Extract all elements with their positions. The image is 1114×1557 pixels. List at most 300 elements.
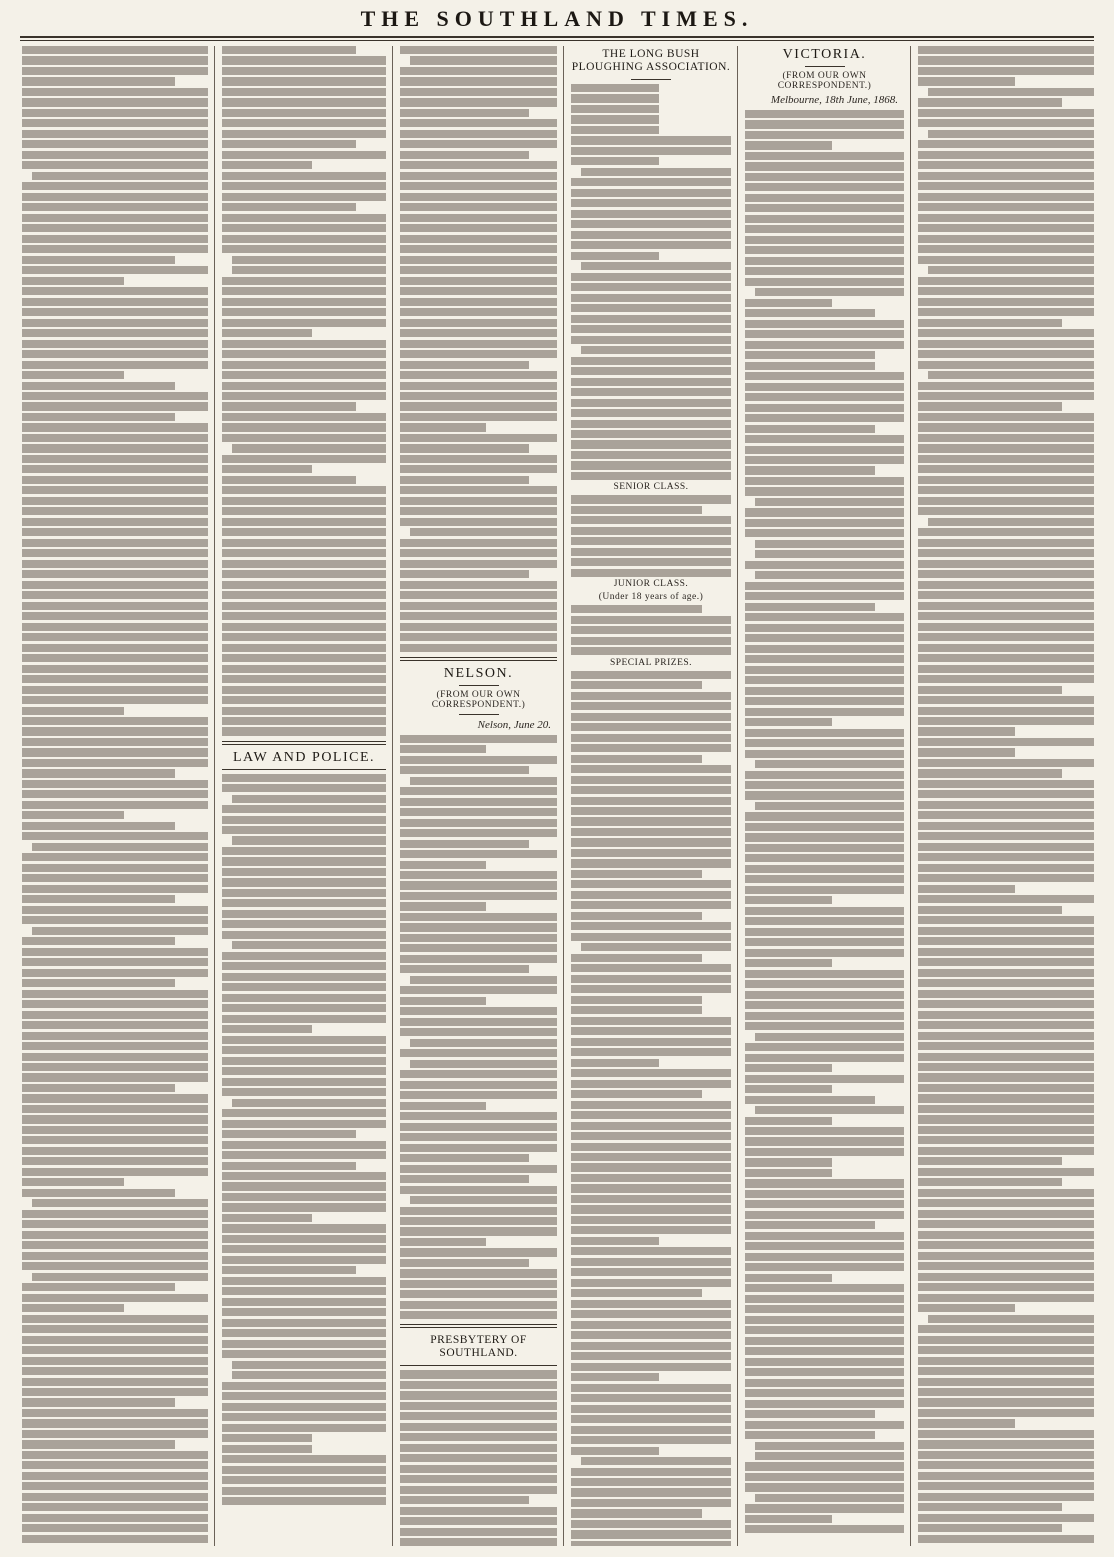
text-line [918,1514,1094,1522]
text-line [400,819,557,827]
text-line [745,477,904,485]
text-line [222,696,386,704]
text-line [745,194,904,202]
text-line [222,560,386,568]
text-line [745,446,904,454]
text-line [745,1043,904,1051]
text-line [928,88,1094,96]
text-line [22,769,175,777]
text-line [571,283,731,291]
section-rule [400,1324,557,1328]
text-line [22,1042,208,1050]
text-line [232,444,386,452]
text-line [918,727,1015,735]
text-line [571,115,659,123]
text-line [745,414,904,422]
text-line [400,46,557,54]
text-line [571,1216,731,1224]
text-line [222,899,386,907]
text-line [22,1189,175,1197]
text-line [918,161,1094,169]
dateline-nelson: Nelson, June 20. [477,718,551,731]
text-line [918,1199,1094,1207]
text-line [22,182,208,190]
text-line [222,983,386,991]
text-line [222,889,386,897]
text-line [745,949,904,957]
text-line [222,1004,386,1012]
text-line [222,591,386,599]
short-rule [459,714,499,715]
text-line [222,1455,386,1463]
text-line [222,1434,312,1442]
text-line [918,1011,1094,1019]
text-line [22,675,208,683]
text-line [571,891,731,899]
text-line [400,955,557,963]
text-line [745,655,904,663]
text-line [745,1337,904,1345]
text-line [745,183,904,191]
text-line [581,1457,731,1465]
text-line [745,1253,904,1261]
text-line [571,1520,731,1528]
text-line [745,1054,904,1062]
column-3 [400,46,557,1546]
text-line [400,1049,557,1057]
text-line [571,647,731,655]
text-line [22,591,208,599]
text-line [232,1371,386,1379]
text-line [745,456,904,464]
text-line [745,320,904,328]
text-line [918,1042,1094,1050]
text-line [745,750,904,758]
text-line [400,1070,557,1078]
text-line [400,1133,557,1141]
text-line [571,126,659,134]
text-line [745,1358,904,1366]
text-line [400,1227,557,1235]
text-line [22,906,208,914]
text-line [222,224,386,232]
text-line [22,1472,208,1480]
section-rule [400,657,557,661]
short-rule [805,66,845,67]
text-line [22,1367,208,1375]
text-line [22,203,208,211]
text-line [22,1157,208,1165]
text-line [232,941,386,949]
text-line [571,1415,731,1423]
text-line [22,140,208,148]
text-line [918,67,1094,75]
text-line [22,224,208,232]
text-line [22,1053,208,1061]
text-line [22,434,208,442]
text-line [918,696,1094,704]
text-line [222,329,312,337]
text-line [571,294,731,302]
text-line [745,1400,904,1408]
text-line [22,1241,208,1249]
text-line [222,644,386,652]
short-rule [459,685,499,686]
text-line [222,88,386,96]
text-line [928,371,1094,379]
text-line [918,77,1015,85]
text-line [745,991,904,999]
text-line [22,916,208,924]
text-line [571,1226,731,1234]
text-line [222,98,386,106]
text-line [571,713,731,721]
text-line [745,1347,904,1355]
text-line [22,67,208,75]
text-line [571,880,731,888]
text-line [571,388,731,396]
text-line [571,744,731,752]
text-line [745,844,904,852]
text-line [918,1472,1094,1480]
text-line [755,1452,904,1460]
text-line [581,346,731,354]
text-line [222,1392,386,1400]
text-line [222,1162,356,1170]
text-line [918,465,1094,473]
text-line [222,1151,386,1159]
text-line [22,539,208,547]
text-line [400,934,557,942]
text-line [918,476,1094,484]
text-line [755,288,904,296]
text-line [22,507,208,515]
text-line [400,612,557,620]
text-line [571,1027,731,1035]
text-line [918,329,1094,337]
section-heading-victoria: VICTORIA. [782,47,867,62]
text-line [22,1220,208,1228]
text-line [400,997,486,1005]
text-line [571,605,702,613]
text-line [222,774,386,782]
text-line [400,361,529,369]
text-line [571,1468,731,1476]
text-line [571,1509,702,1517]
text-line [222,602,386,610]
text-line [571,1488,731,1496]
text-line [571,912,702,920]
text-line [745,1221,875,1229]
text-line [571,440,731,448]
text-line [918,1073,1094,1081]
text-line [222,868,386,876]
text-line [222,1172,386,1180]
text-line [928,266,1094,274]
text-line [222,1308,386,1316]
text-line [400,808,557,816]
text-line [918,1503,1062,1511]
text-line [22,1168,208,1176]
text-line [222,193,386,201]
text-line [918,853,1094,861]
text-line [222,1214,312,1222]
text-line [745,330,904,338]
text-line [222,308,386,316]
text-line [222,77,386,85]
text-line [22,98,208,106]
text-line [222,455,386,463]
text-line [745,1179,904,1187]
correspondent-line: (FROM OUR OWN CORRESPONDENT.) [431,689,526,710]
text-line [571,671,731,679]
text-line [400,1259,529,1267]
text-line [571,178,731,186]
text-line [745,362,875,370]
text-line [400,1007,557,1015]
text-line [571,420,731,428]
text-line [400,1423,557,1431]
text-line [22,1000,208,1008]
text-line [918,539,1094,547]
masthead-rule [20,36,1094,38]
column-5 [745,46,904,1546]
text-line [32,843,208,851]
text-line [745,1117,832,1125]
text-line [400,1091,557,1099]
text-line [22,549,208,557]
text-line [222,130,386,138]
text-line [745,383,904,391]
text-line [22,329,208,337]
text-line [22,560,208,568]
text-line [755,498,904,506]
text-line [232,836,386,844]
text-line [222,1120,386,1128]
text-line [400,902,486,910]
text-line [222,1046,386,1054]
text-line [400,256,557,264]
masthead-rule-thin [20,40,1094,41]
text-line [918,361,1094,369]
text-line [22,1283,175,1291]
text-line [745,529,904,537]
text-line [571,1384,731,1392]
text-line [918,455,1094,463]
text-line [745,1022,904,1030]
text-line [918,990,1094,998]
text-line [571,1080,731,1088]
text-line [400,67,557,75]
text-line [745,1431,875,1439]
text-line [918,1378,1094,1386]
text-line [571,1321,731,1329]
text-line [222,633,386,641]
text-line [400,518,557,526]
text-line [918,654,1094,662]
text-line [400,539,557,547]
text-line [400,287,557,295]
text-line [400,1269,557,1277]
text-line [571,1499,731,1507]
text-line [410,1196,557,1204]
text-line [222,161,312,169]
text-line [222,1466,386,1474]
text-line [928,518,1094,526]
text-line [400,476,529,484]
text-line [745,1462,904,1470]
text-line [918,801,1094,809]
text-line [22,361,208,369]
text-line [571,136,731,144]
text-line [22,864,208,872]
text-line [571,409,731,417]
text-line [571,1017,731,1025]
text-line [222,826,386,834]
text-line [400,1144,557,1152]
text-line [918,1440,1094,1448]
text-line [918,98,1062,106]
text-line [918,1461,1094,1469]
text-line [400,1370,557,1378]
text-line [22,486,208,494]
text-line [918,423,1094,431]
text-line [400,1311,557,1319]
text-line [22,801,208,809]
section-rule [222,741,386,745]
text-line [745,1200,904,1208]
text-line [918,413,1094,421]
text-line [400,829,557,837]
text-line [222,1109,386,1117]
text-line [745,1483,904,1491]
text-line [400,644,557,652]
text-line [22,1315,208,1323]
text-line [22,1011,208,1019]
text-line [222,518,386,526]
text-line [918,843,1094,851]
text-line [22,1503,208,1511]
text-line [571,147,731,155]
text-line [22,1294,208,1302]
text-line [222,413,386,421]
text-line [22,1409,208,1417]
text-line [222,46,356,54]
text-line [400,623,557,631]
text-line [222,1245,386,1253]
text-line [571,828,731,836]
text-line [755,1033,904,1041]
text-line [22,633,208,641]
text-line [918,1147,1094,1155]
column-6 [918,46,1094,1546]
text-line [918,1283,1094,1291]
text-line [22,738,208,746]
text-line [222,1403,386,1411]
text-line [571,901,731,909]
text-line [22,1178,124,1186]
text-line [918,790,1094,798]
text-line [222,1224,386,1232]
text-line [745,1211,904,1219]
text-line [400,1444,557,1452]
text-line [22,727,208,735]
text-line [22,623,208,631]
text-line [918,182,1094,190]
text-line [222,371,386,379]
text-line [22,56,208,64]
text-line [745,425,875,433]
text-line [918,686,1062,694]
text-line [745,928,904,936]
text-line [745,687,904,695]
text-line [918,885,1015,893]
text-line [745,131,904,139]
text-line [400,319,557,327]
text-line [755,802,904,810]
text-line [222,434,386,442]
text-line [918,1535,1094,1543]
text-line [745,781,904,789]
text-line [918,832,1094,840]
text-line [22,256,175,264]
text-line [918,1262,1094,1270]
text-line [745,204,904,212]
section-heading-presbytery: PRESBYTERY OF SOUTHLAND. [430,1334,527,1360]
text-line [571,692,731,700]
text-line [745,257,904,265]
text-line [918,308,1094,316]
text-line [22,1252,208,1260]
text-line [755,1106,904,1114]
text-line [22,444,208,452]
text-line [222,476,356,484]
text-line [918,1325,1094,1333]
text-line [222,1277,386,1285]
text-line [745,833,904,841]
text-line [918,382,1094,390]
text-line [400,140,557,148]
text-line [22,423,208,431]
text-line [22,1231,208,1239]
text-line [745,812,904,820]
text-line [571,1101,731,1109]
text-line [571,626,731,634]
text-line [571,430,731,438]
text-line [222,392,386,400]
text-line [918,780,1094,788]
text-line [222,1340,386,1348]
text-line [745,771,904,779]
text-line [32,1273,208,1281]
text-line [745,1096,875,1104]
text-line [918,1136,1094,1144]
text-line [571,922,731,930]
text-line [222,857,386,865]
text-line [22,1440,175,1448]
text-line [918,906,1062,914]
text-line [745,886,904,894]
text-line [400,203,557,211]
text-line [571,273,731,281]
text-line [222,67,386,75]
text-line [400,735,557,743]
text-line [400,98,557,106]
text-line [571,1038,731,1046]
text-line [745,1169,832,1177]
text-line [22,759,208,767]
text-line [400,465,557,473]
